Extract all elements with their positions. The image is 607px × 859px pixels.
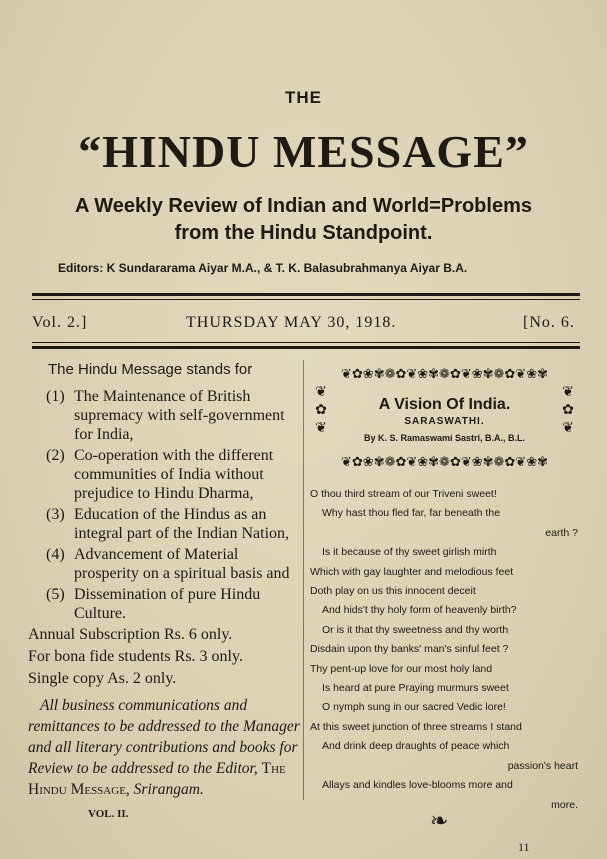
- poem-line: And hids't thy holy form of heavenly birth?: [322, 604, 517, 617]
- aim-number: (4): [46, 546, 65, 563]
- single-copy-price: Single copy As. 2 only.: [28, 670, 177, 687]
- bottom-rule-thick: [32, 346, 580, 349]
- masthead-the: THE: [285, 88, 322, 107]
- aim-number: (3): [46, 506, 65, 523]
- poem-line: And drink deep draughts of peace which: [322, 740, 510, 753]
- annual-subscription: Annual Subscription Rs. 6 only.: [28, 626, 233, 643]
- editors-line: Editors: K Sundararama Aiyar M.A., & T. K. Balasubrahmanya Aiyar B.A.: [58, 261, 468, 275]
- top-rule-thick: [32, 293, 580, 296]
- aim-number: (1): [46, 388, 65, 405]
- aim-item: [28, 585, 300, 623]
- poem-body: [308, 485, 578, 815]
- ornament-border-top: ❦✿❀✾❁✿❦❀✾❁✿❦❀✾❁✿❦❀✾: [341, 366, 548, 381]
- volume-label: Vol. 2.]: [32, 314, 88, 331]
- column-divider: [303, 360, 304, 800]
- aim-item: [28, 505, 300, 543]
- issue-number: [No. 6.: [523, 314, 575, 331]
- notice-publication: The Hindu Message,: [28, 760, 286, 798]
- poem-line: Is heard at pure Praying murmurs sweet: [322, 682, 509, 695]
- poem-line: Doth play on us this innocent deceit: [310, 585, 476, 598]
- aim-item: [28, 446, 300, 503]
- aim-text: Advancement of Material prosperity on a spiritual basis and: [74, 546, 290, 582]
- poem-line: Which with gay laughter and melodious feet: [310, 565, 514, 578]
- notice-place: Srirangam.: [133, 781, 204, 798]
- aim-text: Dissemination of pure Hindu Culture.: [74, 586, 261, 622]
- issue-date: THURSDAY MAY 30, 1918.: [186, 314, 397, 331]
- top-rule-thin: [32, 299, 580, 300]
- aim-number: (5): [46, 586, 65, 603]
- poem-line: Allays and kindles love-blooms more and: [322, 779, 513, 792]
- poem-line: Or is it that thy sweetness and thy worth: [322, 623, 509, 636]
- left-column: [28, 360, 300, 800]
- aims-intro: The Hindu Message stands for: [48, 361, 253, 378]
- aim-item: [28, 545, 300, 583]
- bottom-rule-thin: [32, 342, 580, 343]
- notice-text: All business communications and remittances to be addressed to the Manager and all literary contributions and books for Review to be addressed to the Editor,: [28, 697, 300, 777]
- leaf-ornament-icon: ❧: [430, 808, 449, 833]
- poem-line: earth ?: [545, 526, 578, 539]
- aim-item: [28, 387, 300, 444]
- poem-subtitle: SARASWATHI.: [404, 416, 485, 427]
- poem-line: Why hast thou fled far, far beneath the: [322, 507, 501, 520]
- poem-line: Is it because of thy sweet girlish mirth: [322, 546, 497, 559]
- footer-volume: VOL. II.: [88, 808, 129, 820]
- ornament-border-bottom: ❦✿❀✾❁✿❦❀✾❁✿❦❀✾❁✿❦❀✾: [341, 454, 548, 469]
- masthead-subtitle: [0, 193, 607, 247]
- poem-line: O nymph sung in our sacred Vedic lore!: [322, 701, 506, 714]
- aim-number: (2): [46, 447, 65, 464]
- ornament-border-right: ❦ ✿ ❦: [562, 385, 574, 436]
- poem-title: A Vision Of India.: [378, 396, 511, 413]
- ornament-border-left: ❦ ✿ ❦: [315, 385, 327, 436]
- business-notice: [28, 695, 300, 800]
- student-subscription: For bona fide students Rs. 3 only.: [28, 648, 243, 665]
- poem-author: By K. S. Ramaswami Sastri, B.A., B.L.: [363, 433, 526, 443]
- poem-header-box: [313, 366, 576, 474]
- poem-line: Disdain upon thy banks' man's sinful feet ?: [310, 643, 509, 656]
- masthead-title: “HINDU MESSAGE”: [78, 126, 529, 177]
- aim-text: Co-operation with the different communities of India without prejudice to Hindu Dharma,: [74, 447, 274, 502]
- poem-line: passion's heart: [507, 759, 578, 772]
- poem-line: more.: [551, 798, 578, 811]
- page-number: 11: [518, 840, 530, 854]
- poem-line: Thy pent-up love for our most holy land: [310, 662, 493, 675]
- subtitle-line-2: from the Hindu Standpoint.: [174, 222, 433, 244]
- poem-line: At this sweet junction of three streams I stand: [310, 720, 522, 733]
- aim-text: Education of the Hindus as an integral part of the Indian Nation,: [74, 506, 290, 542]
- subtitle-line-1: A Weekly Review of Indian and World=Problems: [75, 195, 532, 217]
- poem-line: O thou third stream of our Triveni sweet!: [310, 488, 497, 500]
- aim-text: The Maintenance of British supremacy with self-government for India,: [74, 388, 285, 443]
